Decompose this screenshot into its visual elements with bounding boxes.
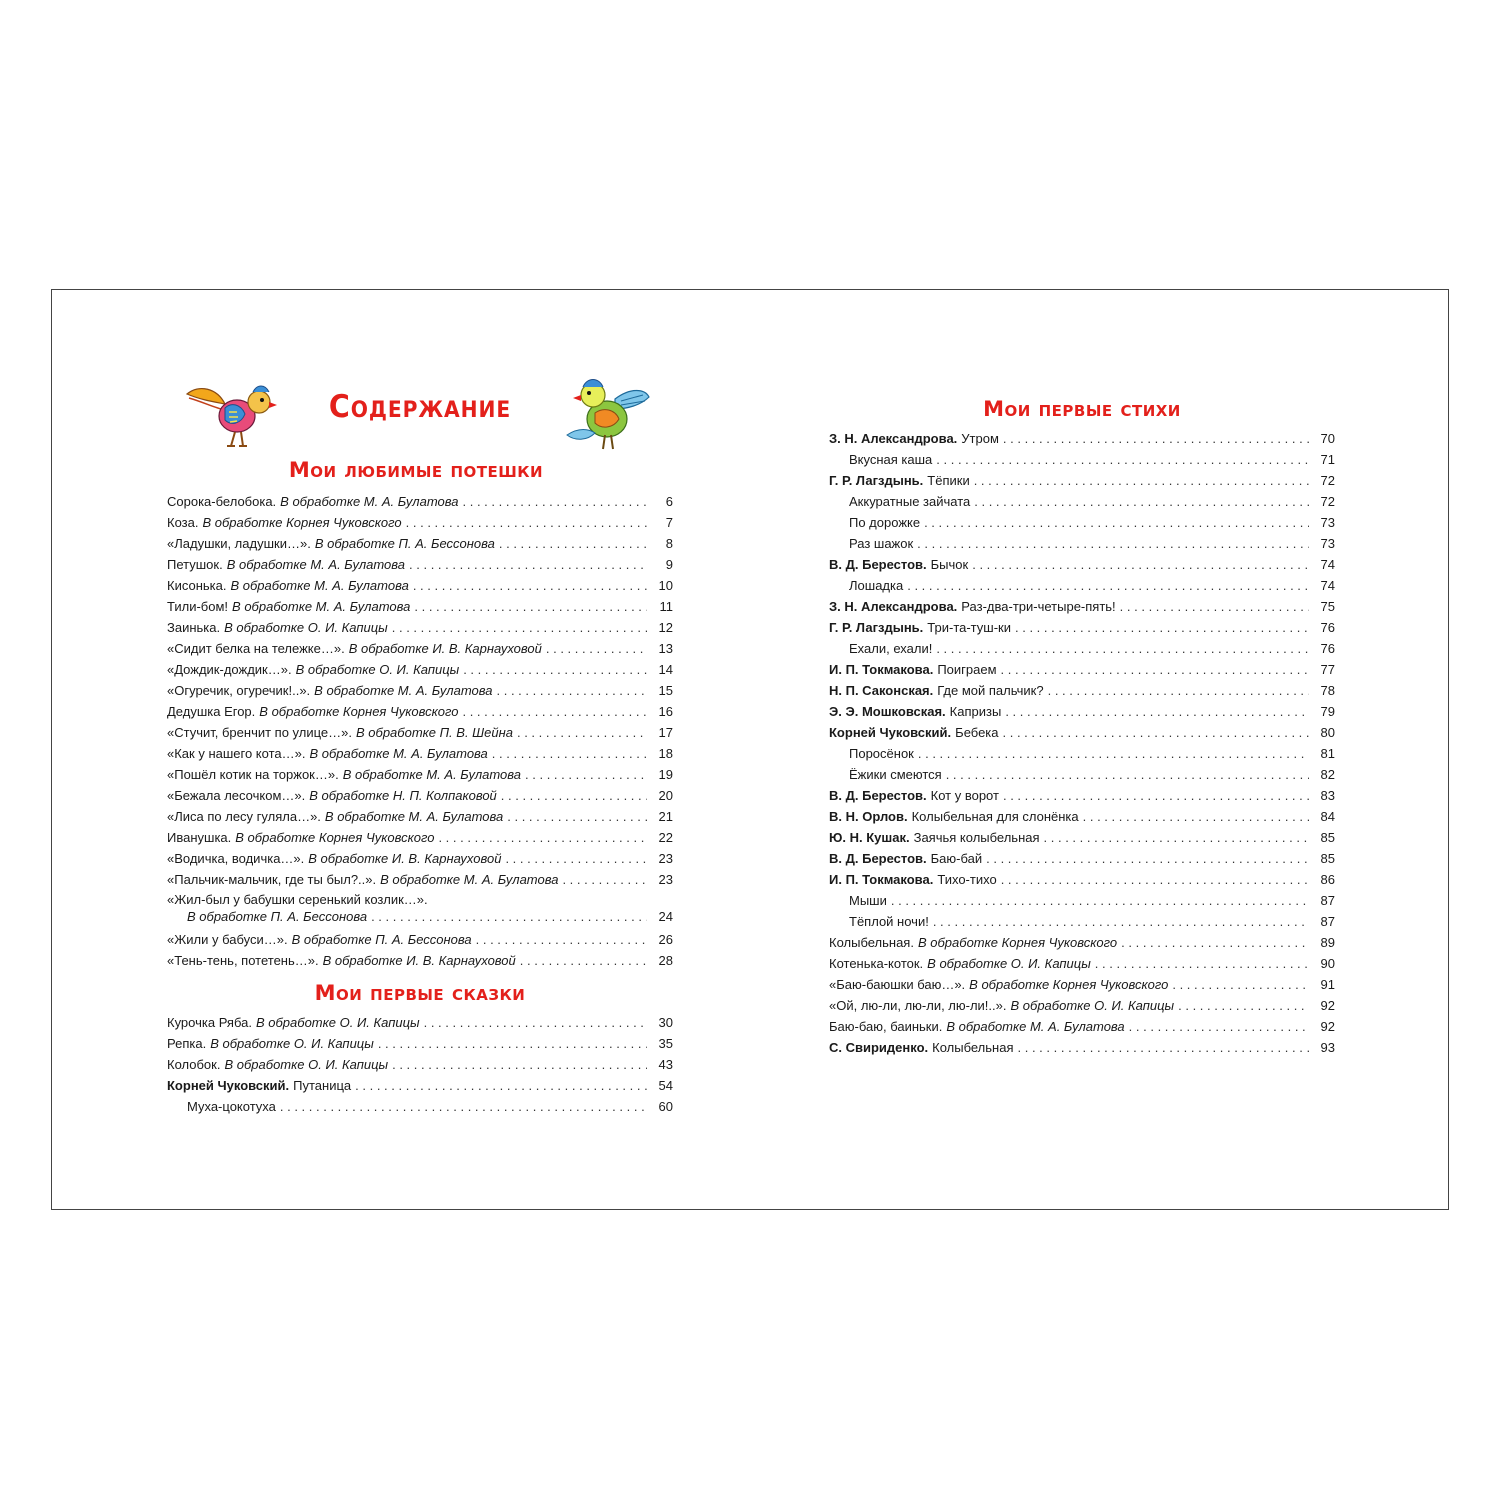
toc-entry-author: И. П. Токмакова. [829, 662, 934, 677]
toc-entry-title: Тёплой ночи! [849, 914, 929, 929]
toc-leader-dots [392, 617, 647, 638]
toc-entry-title: «Жили у бабуси…». [167, 932, 288, 947]
toc-leader-dots [414, 596, 647, 617]
toc-entry[interactable] [829, 932, 1335, 953]
toc-entry-author: Г. Р. Лагздынь. [829, 473, 924, 488]
toc-entry[interactable] [167, 533, 673, 554]
toc-leader-dots [946, 764, 1309, 785]
toc-entry-note: В обработке И. В. Карнауховой [308, 851, 502, 866]
toc-leader-dots [891, 890, 1309, 911]
toc-leader-dots [974, 491, 1309, 512]
toc-page-number: 76 [1320, 620, 1335, 635]
toc-leader-dots [476, 929, 647, 950]
toc-page-number: 8 [665, 536, 673, 551]
toc-leader-dots [1001, 869, 1309, 890]
toc-leader-dots [907, 575, 1309, 596]
toc-page-number: 30 [658, 1015, 673, 1030]
toc-entry-note: В обработке Корнея Чуковского [917, 935, 1118, 950]
toc-leader-dots [1003, 785, 1309, 806]
toc-entry-title: Лошадка [849, 578, 904, 593]
toc-entry-title: Дедушка Егор. [167, 704, 256, 719]
toc-entry[interactable] [167, 722, 673, 743]
toc-page-number: 14 [658, 662, 673, 677]
toc-leader-dots [933, 911, 1309, 932]
toc-leader-dots [392, 1054, 647, 1075]
toc-entry-title: «Водичка, водичка…». [167, 851, 305, 866]
toc-entry-title: Где мой пальчик? [937, 683, 1044, 698]
toc-entry-author: С. Свириденко. [829, 1040, 929, 1055]
toc-entry-author: Корней Чуковский. [829, 725, 952, 740]
toc-leader-dots [986, 848, 1309, 869]
toc-page-number: 28 [658, 953, 673, 968]
toc-page-number: 23 [658, 851, 673, 866]
toc-entry[interactable] [167, 1012, 673, 1033]
toc-page-number: 85 [1320, 830, 1335, 845]
toc-entry-title: «Стучит, бренчит по улице…». [167, 725, 352, 740]
toc-entry[interactable] [167, 512, 673, 533]
toc-page-number: 92 [1320, 1019, 1335, 1034]
toc-entry[interactable] [829, 449, 1335, 470]
toc-leader-dots [1129, 1016, 1309, 1037]
toc-leader-dots [280, 1096, 647, 1117]
toc-entry[interactable] [829, 848, 1335, 869]
toc-leader-dots [462, 701, 647, 722]
toc-entry[interactable] [829, 827, 1335, 848]
toc-leader-dots [409, 554, 647, 575]
toc-page-number: 85 [1320, 851, 1335, 866]
toc-entry-author: В. Д. Берестов. [829, 851, 927, 866]
toc-entry-title: Курочка Ряба. [167, 1015, 252, 1030]
toc-entry[interactable] [167, 554, 673, 575]
toc-entry-note: В обработке О. И. Капицы [210, 1036, 374, 1051]
toc-entry[interactable] [167, 764, 673, 785]
toc-page-number: 71 [1320, 452, 1335, 467]
toc-entry-title: Заинька. [167, 620, 221, 635]
toc-entry-note: В обработке М. А. Булатова [946, 1019, 1125, 1034]
toc-leader-dots [924, 512, 1309, 533]
toc-entry[interactable] [167, 701, 673, 722]
toc-page-number: 91 [1320, 977, 1335, 992]
toc-entry-note: В обработке П. В. Шейна [356, 725, 513, 740]
toc-entry-title: Колыбельная для слонёнка [911, 809, 1079, 824]
toc-leader-dots [501, 785, 647, 806]
toc-list-skazki [167, 1012, 673, 1117]
toc-leader-dots [371, 908, 647, 925]
toc-entry-note: В обработке Корнея Чуковского [259, 704, 459, 719]
toc-leader-dots [520, 950, 647, 971]
toc-leader-dots [1015, 617, 1309, 638]
toc-page-number: 73 [1320, 515, 1335, 530]
toc-page-number: 19 [658, 767, 673, 782]
toc-entry-note: В обработке И. В. Карнауховой [348, 641, 542, 656]
toc-page-number: 12 [658, 620, 673, 635]
toc-leader-dots [492, 743, 647, 764]
toc-page-number: 7 [665, 515, 673, 530]
toc-leader-dots [378, 1033, 647, 1054]
toc-page-number: 84 [1320, 809, 1335, 824]
toc-entry-title: «Сидит белка на тележке…». [167, 641, 345, 656]
toc-leader-dots [505, 848, 647, 869]
toc-page-number: 76 [1320, 641, 1335, 656]
toc-entry-note: В обработке М. А. Булатова [342, 767, 522, 782]
toc-entry-title: Иванушка. [167, 830, 232, 845]
toc-entry-title: Капризы [949, 704, 1002, 719]
toc-entry[interactable] [167, 638, 673, 659]
toc-entry-author: В. Н. Орлов. [829, 809, 908, 824]
toc-page-number: 21 [658, 809, 673, 824]
toc-page-number: 89 [1320, 935, 1335, 950]
toc-entry-title: Муха-цокотуха [187, 1099, 276, 1114]
toc-page-number: 81 [1320, 746, 1335, 761]
toc-entry-title: Три-та-туш-ки [927, 620, 1011, 635]
toc-leader-dots [562, 869, 647, 890]
toc-entry-note: В обработке О. И. Капицы [1010, 998, 1175, 1013]
toc-entry-title: Вкусная каша [849, 452, 933, 467]
toc-page-number: 54 [658, 1078, 673, 1093]
toc-entry-title: Ёжики смеются [849, 767, 942, 782]
toc-leader-dots [1003, 428, 1309, 449]
page-title: Содержание [328, 389, 512, 425]
toc-page-number: 15 [658, 683, 673, 698]
toc-page-number: 9 [665, 557, 673, 572]
toc-entry-author: З. Н. Александрова. [829, 599, 958, 614]
toc-leader-dots [499, 533, 647, 554]
toc-entry-title: Аккуратные зайчата [849, 494, 971, 509]
toc-entry-title: «Огуречик, огуречик!..». [167, 683, 311, 698]
toc-entry[interactable] [829, 491, 1335, 512]
toc-entry[interactable] [829, 701, 1335, 722]
toc-leader-dots [1121, 932, 1309, 953]
toc-leader-dots [463, 659, 647, 680]
section-heading-skazki: Мои первые сказки [314, 981, 526, 1005]
toc-entry-note: В обработке М. А. Булатова [230, 578, 409, 593]
toc-entry-title: Тихо-тихо [937, 872, 997, 887]
toc-entry-author: Н. П. Саконская. [829, 683, 934, 698]
toc-entry[interactable] [829, 722, 1335, 743]
toc-entry-note: В обработке М. А. Булатова [226, 557, 406, 572]
toc-page-number: 10 [658, 578, 673, 593]
toc-entry-title: «Тень-тень, потетень…». [167, 953, 319, 968]
toc-page-number: 18 [658, 746, 673, 761]
toc-entry-note: В обработке М. А. Булатова [309, 746, 488, 761]
toc-entry-author: Корней Чуковский. [167, 1078, 290, 1093]
toc-entry[interactable] [829, 806, 1335, 827]
toc-entry-title: Баю-бай [930, 851, 983, 866]
toc-entry[interactable] [829, 470, 1335, 491]
toc-entry-title: По дорожке [849, 515, 921, 530]
toc-entry-title: Кисонька. [167, 578, 227, 593]
toc-entry-note: В обработке О. И. Капицы [224, 620, 388, 635]
toc-entry-author: В. Д. Берестов. [829, 788, 927, 803]
toc-page-number: 74 [1320, 578, 1335, 593]
toc-entry-title: Тили-бом! [167, 599, 229, 614]
toc-entry-note: В обработке М. А. Булатова [380, 872, 559, 887]
toc-entry-author: В. Д. Берестов. [829, 557, 927, 572]
toc-entry[interactable] [167, 743, 673, 764]
toc-entry[interactable] [829, 680, 1335, 701]
toc-entry-title: Раз-два-три-четыре-пять! [961, 599, 1116, 614]
toc-entry-title: Раз шажок [849, 536, 914, 551]
toc-leader-dots [1120, 596, 1309, 617]
toc-page-number: 87 [1320, 893, 1335, 908]
toc-page-number: 73 [1320, 536, 1335, 551]
toc-page-number: 23 [658, 872, 673, 887]
toc-page-number: 93 [1320, 1040, 1335, 1055]
toc-entry-title: «Ой, лю-ли, лю-ли, лю-ли!..». [829, 998, 1007, 1013]
toc-entry[interactable] [829, 869, 1335, 890]
toc-entry-title: Колобок. [167, 1057, 221, 1072]
toc-entry-title: Репка. [167, 1036, 207, 1051]
toc-leader-dots [917, 533, 1309, 554]
toc-leader-dots [438, 827, 647, 848]
toc-entry[interactable] [829, 659, 1335, 680]
toc-entry-title: Котенька-коток. [829, 956, 924, 971]
toc-entry-note: В обработке Корнея Чуковского [235, 830, 435, 845]
toc-page-number: 17 [658, 725, 673, 740]
toc-entry-title: «Как у нашего кота…». [167, 746, 306, 761]
toc-entry[interactable] [167, 890, 673, 929]
toc-entry-title: Путаница [293, 1078, 352, 1093]
toc-entry-title: Бебека [955, 725, 999, 740]
toc-entry-title: Ехали, ехали! [849, 641, 933, 656]
toc-entry[interactable] [167, 827, 673, 848]
toc-entry-note: В обработке И. В. Карнауховой [322, 953, 516, 968]
toc-entry[interactable] [829, 638, 1335, 659]
toc-entry-title: «Пальчик-мальчик, где ты был?..». [167, 872, 377, 887]
toc-leader-dots [936, 449, 1309, 470]
toc-entry[interactable] [167, 848, 673, 869]
toc-page-number: 78 [1320, 683, 1335, 698]
toc-entry[interactable] [829, 554, 1335, 575]
toc-leader-dots [525, 764, 647, 785]
toc-entry[interactable] [167, 869, 673, 890]
toc-entry-note: В обработке П. А. Бессонова [291, 932, 472, 947]
toc-page-number: 11 [659, 599, 673, 614]
toc-entry-note: В обработке М. А. Булатова [232, 599, 411, 614]
toc-leader-dots [1095, 953, 1309, 974]
toc-entry-note: В обработке П. А. Бессонова [187, 909, 368, 924]
toc-entry-title: Поросёнок [849, 746, 914, 761]
toc-entry[interactable] [829, 974, 1335, 995]
toc-page-number: 43 [658, 1057, 673, 1072]
toc-entry[interactable] [167, 785, 673, 806]
toc-entry[interactable] [829, 953, 1335, 974]
toc-entry-author: Г. Р. Лагздынь. [829, 620, 924, 635]
toc-page-number: 75 [1320, 599, 1335, 614]
toc-entry-continuation [167, 908, 673, 925]
toc-entry-title: «Лиса по лесу гуляла…». [167, 809, 321, 824]
toc-entry-title: «Ладушки, ладушки…». [167, 536, 311, 551]
toc-leader-dots [355, 1075, 647, 1096]
toc-leader-dots [1005, 701, 1309, 722]
toc-page-number: 74 [1320, 557, 1335, 572]
toc-page-number: 16 [658, 704, 673, 719]
toc-page-number: 22 [658, 830, 673, 845]
toc-entry-title: «Дождик-дождик…». [167, 662, 292, 677]
toc-entry[interactable] [167, 596, 673, 617]
toc-entry[interactable] [829, 1037, 1335, 1058]
toc-entry-note: В обработке О. И. Капицы [927, 956, 1091, 971]
toc-entry[interactable] [167, 929, 673, 950]
toc-entry[interactable] [167, 1075, 673, 1096]
toc-entry-title: Поиграем [937, 662, 997, 677]
toc-page-number: 24 [658, 909, 673, 924]
toc-entry-title: Колыбельная. [829, 935, 914, 950]
toc-page-number: 72 [1320, 473, 1335, 488]
toc-leader-dots [1001, 659, 1309, 680]
toc-leader-dots [974, 470, 1309, 491]
section-heading-poteshki: Мои любимые потешки [288, 458, 544, 482]
toc-entry-note: В обработке О. И. Капицы [224, 1057, 389, 1072]
toc-page-number: 70 [1320, 431, 1335, 446]
toc-entry[interactable] [829, 596, 1335, 617]
toc-entry-title: Утром [961, 431, 999, 446]
toc-entry[interactable] [167, 659, 673, 680]
toc-entry[interactable] [829, 617, 1335, 638]
toc-leader-dots [1044, 827, 1309, 848]
toc-page-number: 90 [1320, 956, 1335, 971]
toc-entry[interactable] [167, 1033, 673, 1054]
toc-entry[interactable] [167, 1096, 673, 1117]
toc-leader-dots [413, 575, 647, 596]
toc-entry-note: В обработке М. А. Булатова [314, 683, 493, 698]
toc-leader-dots [463, 491, 648, 512]
toc-leader-dots [517, 722, 647, 743]
toc-list-poteshki [167, 491, 673, 971]
toc-entry-title: «Бежала лесочком…». [167, 788, 306, 803]
toc-entry[interactable] [829, 743, 1335, 764]
toc-leader-dots [1003, 722, 1309, 743]
toc-leader-dots [918, 743, 1309, 764]
toc-entry-title: Заячья колыбельная [913, 830, 1040, 845]
toc-page-number: 13 [658, 641, 673, 656]
toc-leader-dots [1018, 1037, 1310, 1058]
toc-entry-note: В обработке О. И. Капицы [295, 662, 460, 677]
toc-entry-note: В обработке П. А. Бессонова [314, 536, 495, 551]
toc-entry[interactable] [829, 1016, 1335, 1037]
toc-entry[interactable] [829, 428, 1335, 449]
toc-entry[interactable] [167, 617, 673, 638]
toc-entry-title: «Пошёл котик на торжок…». [167, 767, 339, 782]
toc-entry[interactable] [167, 491, 673, 512]
toc-entry-title: Сорока-белобока. [167, 494, 277, 509]
toc-page-number: 35 [658, 1036, 673, 1051]
toc-entry-author: Ю. Н. Кушак. [829, 830, 910, 845]
toc-leader-dots [936, 638, 1309, 659]
toc-page-number: 72 [1320, 494, 1335, 509]
toc-entry-title: Кот у ворот [930, 788, 999, 803]
toc-entry-author: Э. Э. Мошковская. [829, 704, 946, 719]
toc-leader-dots [424, 1012, 647, 1033]
toc-leader-dots [406, 512, 647, 533]
toc-leader-dots [1083, 806, 1309, 827]
toc-leader-dots [1048, 680, 1309, 701]
toc-leader-dots [497, 680, 648, 701]
toc-entry-note: В обработке О. И. Капицы [255, 1015, 420, 1030]
toc-entry[interactable] [829, 995, 1335, 1016]
bird-right-icon [565, 377, 650, 455]
toc-page-number: 20 [658, 788, 673, 803]
toc-page-number: 80 [1320, 725, 1335, 740]
section-heading-stikhi: Мои первые стихи [983, 397, 1181, 421]
toc-page-number: 87 [1320, 914, 1335, 929]
toc-entry[interactable] [167, 575, 673, 596]
toc-entry-note: В обработке М. А. Булатова [280, 494, 459, 509]
toc-page-number: 79 [1320, 704, 1335, 719]
toc-page-number: 6 [665, 494, 673, 509]
toc-list-stikhi [829, 428, 1335, 1058]
toc-entry-title: «Жил-был у бабушки серенький козлик…». [167, 892, 428, 907]
toc-entry-title: Мыши [849, 893, 887, 908]
toc-leader-dots [1178, 995, 1309, 1016]
toc-entry[interactable] [829, 764, 1335, 785]
toc-entry[interactable] [167, 680, 673, 701]
toc-entry[interactable] [167, 806, 673, 827]
toc-page-number: 86 [1320, 872, 1335, 887]
toc-entry[interactable] [167, 1054, 673, 1075]
toc-page-number: 26 [658, 932, 673, 947]
toc-entry-note: В обработке Корнея Чуковского [969, 977, 1169, 992]
toc-entry-note: В обработке Н. П. Колпаковой [309, 788, 497, 803]
toc-entry-title: Колыбельная [932, 1040, 1014, 1055]
toc-entry-note: В обработке Корнея Чуковского [202, 515, 402, 530]
toc-leader-dots [546, 638, 647, 659]
toc-entry-author: И. П. Токмакова. [829, 872, 934, 887]
toc-page-number: 83 [1320, 788, 1335, 803]
toc-entry-title: «Баю-баюшки баю…». [829, 977, 966, 992]
bird-left-icon [185, 380, 277, 452]
toc-page-number: 92 [1320, 998, 1335, 1013]
toc-leader-dots [972, 554, 1309, 575]
toc-entry[interactable] [829, 911, 1335, 932]
toc-entry-author: З. Н. Александрова. [829, 431, 958, 446]
toc-entry[interactable] [167, 950, 673, 971]
toc-leader-dots [507, 806, 647, 827]
toc-page-number: 77 [1320, 662, 1335, 677]
toc-entry-note: В обработке М. А. Булатова [324, 809, 504, 824]
toc-entry[interactable] [829, 785, 1335, 806]
toc-entry[interactable] [829, 533, 1335, 554]
toc-page-number: 60 [658, 1099, 673, 1114]
toc-entry-title: Коза. [167, 515, 199, 530]
toc-leader-dots [1172, 974, 1309, 995]
toc-entry[interactable] [829, 575, 1335, 596]
toc-page-number: 82 [1320, 767, 1335, 782]
toc-entry[interactable] [829, 512, 1335, 533]
toc-entry-title: Бычок [930, 557, 969, 572]
toc-entry-title: Тёпики [927, 473, 970, 488]
toc-entry[interactable] [829, 890, 1335, 911]
toc-entry-title: Петушок. [167, 557, 223, 572]
toc-entry-title: Баю-баю, баиньки. [829, 1019, 943, 1034]
